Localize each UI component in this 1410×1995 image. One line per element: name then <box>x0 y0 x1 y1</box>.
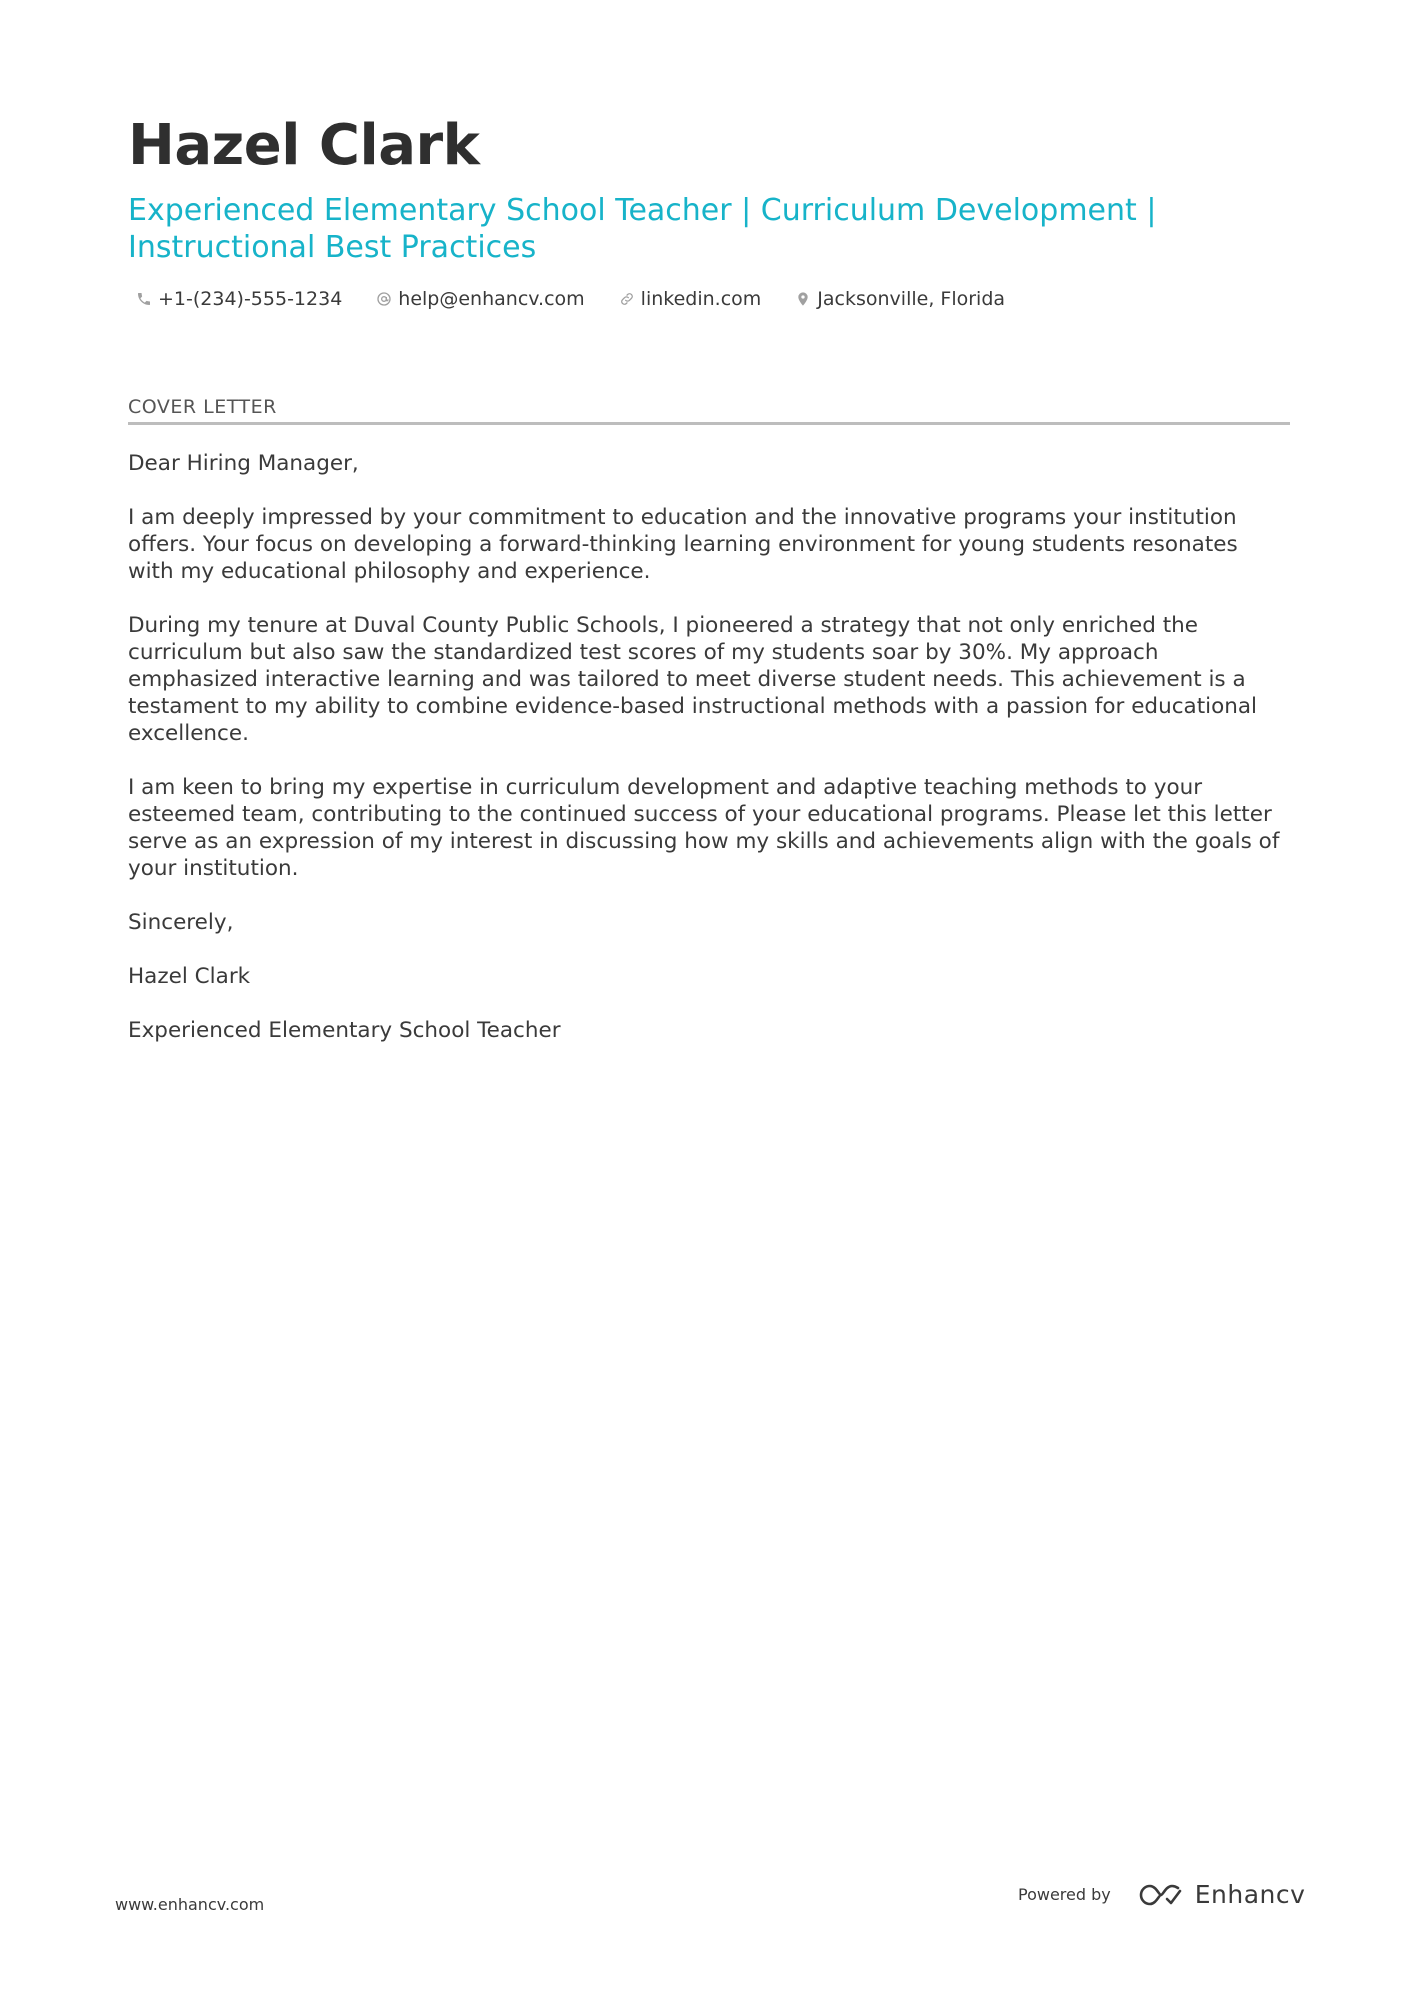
candidate-headline: Experienced Elementary School Teacher | Curriculum Development | Instructional Best Practices <box>128 193 1157 265</box>
footer-website[interactable]: www.enhancv.com <box>115 1895 265 1914</box>
footer-branding <box>1018 1880 1305 1909</box>
phone-icon <box>136 291 152 307</box>
website-text[interactable]: linkedin.com <box>640 288 762 310</box>
link-icon <box>619 291 635 307</box>
letter-closing: Sincerely, <box>128 910 234 935</box>
enhancv-logo-icon <box>1137 1881 1183 1909</box>
contact-bar <box>128 288 1290 310</box>
candidate-name: Hazel Clark <box>128 113 480 178</box>
letter-paragraph: I am keen to bring my expertise in curriculum development and adaptive teaching methods to your esteemed team, contributing to the continued success of your educational programs. Please let this letter serve as an expression of my interest in discussing how my skills and achievements align with the goals of your institution. <box>128 775 1280 881</box>
contact-phone <box>128 288 342 310</box>
contact-location <box>787 288 1005 310</box>
contact-website[interactable] <box>611 288 762 310</box>
letter-paragraph: During my tenure at Duval County Public Schools, I pioneered a strategy that not only enriched the curriculum but also saw the standardized test scores of my students soar by 30%. My approach emphasized interactive learning and was tailored to meet diverse student needs. This achievement is a testament to my ability to combine evidence-based instructional methods with a passion for educational excellence. <box>128 613 1258 746</box>
cover-letter-page <box>128 110 1290 1071</box>
location-text: Jacksonville, Florida <box>817 288 1006 310</box>
section-title-cover-letter: COVER LETTER <box>128 396 1290 425</box>
letter-paragraph: I am deeply impressed by your commitment to education and the innovative programs your institution offers. Your focus on developing a forward-thinking learning environment for young students resonates with my educational philosophy and experience. <box>128 505 1238 584</box>
enhancv-logo[interactable] <box>1137 1880 1306 1909</box>
phone-text: +1-(234)-555-1234 <box>158 288 343 310</box>
email-text[interactable]: help@enhancv.com <box>398 288 585 310</box>
signature-title: Experienced Elementary School Teacher <box>128 1018 561 1043</box>
signature-name: Hazel Clark <box>128 964 251 989</box>
contact-email[interactable] <box>368 288 584 310</box>
letter-body <box>128 450 1290 1044</box>
enhancv-logo-text: Enhancv <box>1194 1880 1306 1909</box>
powered-by-label: Powered by <box>1018 1885 1111 1904</box>
at-icon <box>376 291 392 307</box>
letter-greeting: Dear Hiring Manager, <box>128 451 359 476</box>
location-pin-icon <box>795 291 811 307</box>
